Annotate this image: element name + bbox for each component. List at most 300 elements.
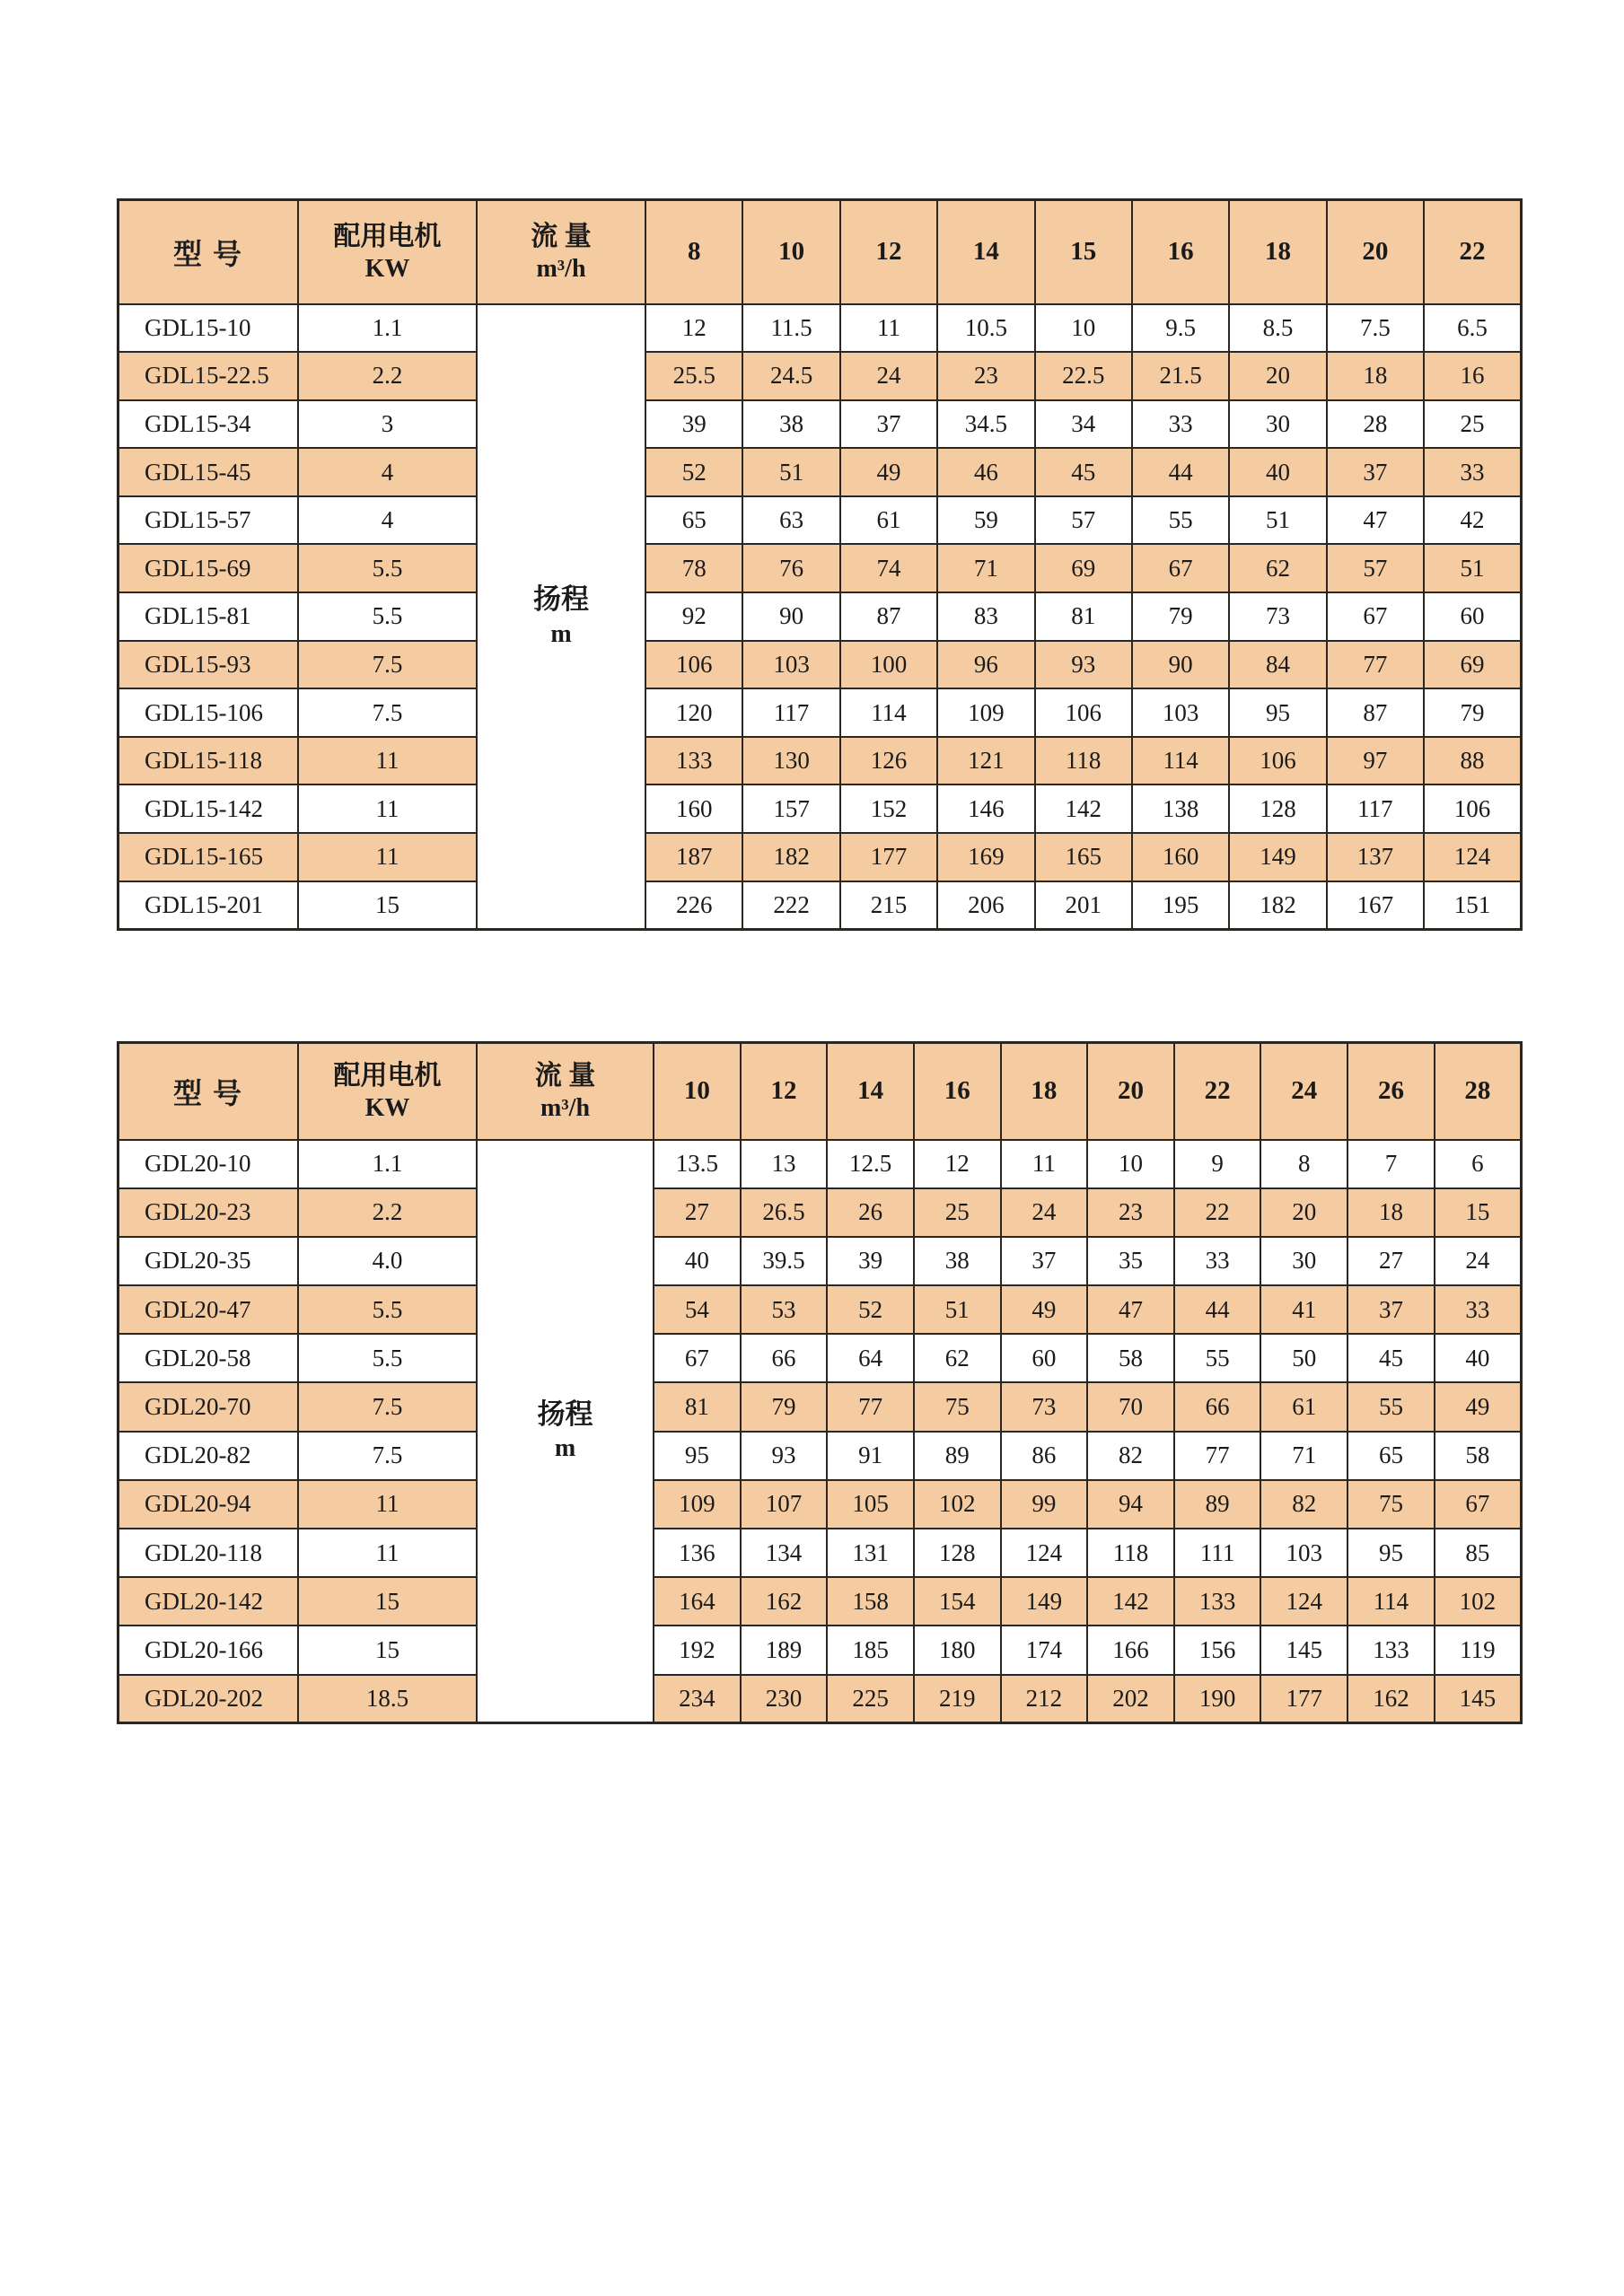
- head-value-cell: 165: [1035, 833, 1132, 881]
- head-value-cell: 82: [1087, 1432, 1174, 1480]
- head-value-cell: 109: [937, 688, 1034, 737]
- motor-kw-cell: 11: [298, 1480, 477, 1529]
- head-value-cell: 134: [741, 1529, 828, 1577]
- head-value-cell: 27: [654, 1188, 741, 1237]
- motor-kw-cell: 5.5: [298, 592, 477, 641]
- header-motor-kw: [298, 1043, 477, 1140]
- header-flow-line1: 流 量: [534, 1060, 596, 1091]
- head-value-cell: 189: [741, 1626, 828, 1674]
- head-value-cell: 185: [827, 1626, 914, 1674]
- head-value-cell: 86: [1001, 1432, 1088, 1480]
- head-value-cell: 133: [1174, 1577, 1261, 1626]
- head-value-cell: 167: [1327, 881, 1424, 930]
- head-value-cell: 37: [1001, 1237, 1088, 1285]
- head-value-cell: 30: [1260, 1237, 1347, 1285]
- table-row: [119, 1432, 1522, 1480]
- head-value-cell: 61: [1260, 1382, 1347, 1431]
- model-cell: GDL20-142: [119, 1577, 299, 1626]
- motor-kw-cell: 2.2: [298, 1188, 477, 1237]
- motor-kw-cell: 7.5: [298, 641, 477, 689]
- head-value-cell: 16: [1424, 352, 1522, 400]
- head-value-cell: 162: [741, 1577, 828, 1626]
- header-flow-value: 18: [1229, 200, 1326, 304]
- head-value-cell: 106: [1035, 688, 1132, 737]
- head-value-cell: 190: [1174, 1675, 1261, 1723]
- head-value-cell: 27: [1347, 1237, 1435, 1285]
- head-value-cell: 20: [1260, 1188, 1347, 1237]
- head-value-cell: 74: [840, 544, 937, 592]
- head-value-cell: 10: [1035, 304, 1132, 353]
- head-value-cell: 63: [742, 496, 839, 545]
- table-row: [119, 304, 1522, 353]
- motor-kw-cell: 18.5: [298, 1675, 477, 1723]
- head-value-cell: 128: [1229, 784, 1326, 833]
- motor-kw-cell: 4: [298, 496, 477, 545]
- model-cell: GDL20-70: [119, 1382, 299, 1431]
- head-value-cell: 11: [840, 304, 937, 353]
- head-value-cell: 51: [1229, 496, 1326, 545]
- head-value-cell: 20: [1229, 352, 1326, 400]
- head-value-cell: 39: [827, 1237, 914, 1285]
- head-value-cell: 117: [1327, 784, 1424, 833]
- head-value-cell: 24: [840, 352, 937, 400]
- head-value-cell: 40: [1435, 1334, 1522, 1382]
- head-value-cell: 21.5: [1132, 352, 1229, 400]
- header-flow-value: 8: [645, 200, 742, 304]
- head-value-cell: 58: [1087, 1334, 1174, 1382]
- head-value-cell: 52: [827, 1285, 914, 1334]
- head-value-cell: 89: [1174, 1480, 1261, 1529]
- head-value-cell: 24: [1001, 1188, 1088, 1237]
- header-row: [119, 200, 1522, 304]
- head-value-cell: 85: [1435, 1529, 1522, 1577]
- head-value-cell: 177: [840, 833, 937, 881]
- head-value-cell: 160: [645, 784, 742, 833]
- head-value-cell: 137: [1327, 833, 1424, 881]
- head-value-cell: 149: [1001, 1577, 1088, 1626]
- head-value-cell: 124: [1424, 833, 1522, 881]
- head-span-cell: [477, 304, 645, 930]
- header-model-label: 型 号: [172, 1076, 243, 1109]
- motor-kw-cell: 3: [298, 400, 477, 449]
- motor-kw-cell: 7.5: [298, 688, 477, 737]
- head-value-cell: 69: [1035, 544, 1132, 592]
- head-value-cell: 225: [827, 1675, 914, 1723]
- header-flow-value: 14: [937, 200, 1034, 304]
- motor-kw-cell: 11: [298, 784, 477, 833]
- head-value-cell: 62: [1229, 544, 1326, 592]
- head-value-cell: 126: [840, 737, 937, 785]
- head-value-cell: 162: [1347, 1675, 1435, 1723]
- head-value-cell: 138: [1132, 784, 1229, 833]
- table-row: [119, 1334, 1522, 1382]
- head-value-cell: 13.5: [654, 1140, 741, 1188]
- head-value-cell: 70: [1087, 1382, 1174, 1431]
- head-value-cell: 25: [1424, 400, 1522, 449]
- head-value-cell: 35: [1087, 1237, 1174, 1285]
- head-value-cell: 41: [1260, 1285, 1347, 1334]
- head-value-cell: 57: [1035, 496, 1132, 545]
- head-value-cell: 166: [1087, 1626, 1174, 1674]
- header-flow: [477, 1043, 654, 1140]
- head-value-cell: 82: [1260, 1480, 1347, 1529]
- head-value-cell: 91: [827, 1432, 914, 1480]
- head-value-cell: 95: [654, 1432, 741, 1480]
- head-value-cell: 230: [741, 1675, 828, 1723]
- head-value-cell: 121: [937, 737, 1034, 785]
- head-value-cell: 66: [741, 1334, 828, 1382]
- model-cell: GDL15-118: [119, 737, 299, 785]
- head-value-cell: 103: [742, 641, 839, 689]
- head-span-cell: [477, 1140, 654, 1723]
- head-value-cell: 79: [741, 1382, 828, 1431]
- head-value-cell: 67: [1132, 544, 1229, 592]
- head-value-cell: 62: [914, 1334, 1001, 1382]
- head-value-cell: 120: [645, 688, 742, 737]
- head-value-cell: 23: [1087, 1188, 1174, 1237]
- motor-kw-cell: 15: [298, 1626, 477, 1674]
- head-value-cell: 9.5: [1132, 304, 1229, 353]
- head-value-cell: 97: [1327, 737, 1424, 785]
- head-value-cell: 106: [1229, 737, 1326, 785]
- header-flow-value: 10: [654, 1043, 741, 1140]
- head-value-cell: 10.5: [937, 304, 1034, 353]
- head-value-cell: 47: [1087, 1285, 1174, 1334]
- head-value-cell: 66: [1174, 1382, 1261, 1431]
- table-row: [119, 592, 1522, 641]
- head-value-cell: 93: [1035, 641, 1132, 689]
- table-row: [119, 1237, 1522, 1285]
- model-cell: GDL20-118: [119, 1529, 299, 1577]
- header-flow-unit: m³/h: [540, 1094, 591, 1122]
- head-value-cell: 109: [654, 1480, 741, 1529]
- head-value-cell: 160: [1132, 833, 1229, 881]
- table-row: [119, 448, 1522, 496]
- header-model-label: 型 号: [172, 237, 243, 270]
- head-value-cell: 30: [1229, 400, 1326, 449]
- pump-table-gdl20: [117, 1041, 1523, 1724]
- head-value-cell: 95: [1229, 688, 1326, 737]
- head-value-cell: 64: [827, 1334, 914, 1382]
- head-value-cell: 33: [1424, 448, 1522, 496]
- head-value-cell: 90: [742, 592, 839, 641]
- head-value-cell: 219: [914, 1675, 1001, 1723]
- head-value-cell: 87: [1327, 688, 1424, 737]
- head-value-cell: 106: [1424, 784, 1522, 833]
- head-value-cell: 37: [1347, 1285, 1435, 1334]
- table-row: [119, 1577, 1522, 1626]
- head-value-cell: 117: [742, 688, 839, 737]
- head-value-cell: 142: [1087, 1577, 1174, 1626]
- header-flow-value: 16: [1132, 200, 1229, 304]
- model-cell: GDL15-10: [119, 304, 299, 353]
- table-row: [119, 1626, 1522, 1674]
- model-cell: GDL15-106: [119, 688, 299, 737]
- header-flow-value: 10: [742, 200, 839, 304]
- head-value-cell: 9: [1174, 1140, 1261, 1188]
- header-motor-kw: [298, 200, 477, 304]
- table-row: [119, 737, 1522, 785]
- head-value-cell: 114: [1132, 737, 1229, 785]
- head-value-cell: 182: [742, 833, 839, 881]
- table-body: [119, 304, 1522, 930]
- motor-kw-cell: 4: [298, 448, 477, 496]
- table-row: [119, 352, 1522, 400]
- model-cell: GDL20-58: [119, 1334, 299, 1382]
- head-value-cell: 124: [1001, 1529, 1088, 1577]
- head-value-cell: 40: [1229, 448, 1326, 496]
- model-cell: GDL15-93: [119, 641, 299, 689]
- header-motor-line2: KW: [364, 1094, 410, 1122]
- head-value-cell: 79: [1424, 688, 1522, 737]
- head-value-cell: 90: [1132, 641, 1229, 689]
- head-value-cell: 67: [1435, 1480, 1522, 1529]
- head-value-cell: 49: [1435, 1382, 1522, 1431]
- head-value-cell: 11.5: [742, 304, 839, 353]
- head-value-cell: 133: [645, 737, 742, 785]
- head-value-cell: 37: [1327, 448, 1424, 496]
- head-value-cell: 50: [1260, 1334, 1347, 1382]
- head-value-cell: 47: [1327, 496, 1424, 545]
- head-value-cell: 22.5: [1035, 352, 1132, 400]
- head-value-cell: 158: [827, 1577, 914, 1626]
- head-value-cell: 84: [1229, 641, 1326, 689]
- head-value-cell: 100: [840, 641, 937, 689]
- header-flow-value: 15: [1035, 200, 1132, 304]
- head-value-cell: 55: [1174, 1334, 1261, 1382]
- head-value-cell: 59: [937, 496, 1034, 545]
- head-value-cell: 77: [827, 1382, 914, 1431]
- head-value-cell: 180: [914, 1626, 1001, 1674]
- head-value-cell: 12.5: [827, 1140, 914, 1188]
- head-value-cell: 6: [1435, 1140, 1522, 1188]
- head-value-cell: 60: [1001, 1334, 1088, 1382]
- head-value-cell: 174: [1001, 1626, 1088, 1674]
- head-value-cell: 133: [1347, 1626, 1435, 1674]
- head-value-cell: 42: [1424, 496, 1522, 545]
- head-value-cell: 18: [1327, 352, 1424, 400]
- head-value-cell: 54: [654, 1285, 741, 1334]
- head-value-cell: 78: [645, 544, 742, 592]
- head-value-cell: 38: [914, 1237, 1001, 1285]
- header-motor-line1: 配用电机: [333, 1060, 442, 1091]
- table-row: [119, 1285, 1522, 1334]
- head-value-cell: 145: [1260, 1626, 1347, 1674]
- header-flow-value: 26: [1347, 1043, 1435, 1140]
- model-cell: GDL20-23: [119, 1188, 299, 1237]
- table-row: [119, 1188, 1522, 1237]
- table-row: [119, 1382, 1522, 1431]
- head-value-cell: 39: [645, 400, 742, 449]
- head-value-cell: 83: [937, 592, 1034, 641]
- model-cell: GDL15-81: [119, 592, 299, 641]
- head-value-cell: 145: [1435, 1675, 1522, 1723]
- model-cell: GDL20-94: [119, 1480, 299, 1529]
- head-value-cell: 40: [654, 1237, 741, 1285]
- head-value-cell: 49: [840, 448, 937, 496]
- head-value-cell: 114: [840, 688, 937, 737]
- header-model: [119, 1043, 299, 1140]
- head-value-cell: 55: [1132, 496, 1229, 545]
- head-value-cell: 67: [654, 1334, 741, 1382]
- header-flow-value: 22: [1174, 1043, 1261, 1140]
- head-value-cell: 44: [1132, 448, 1229, 496]
- head-value-cell: 226: [645, 881, 742, 930]
- motor-kw-cell: 2.2: [298, 352, 477, 400]
- head-value-cell: 105: [827, 1480, 914, 1529]
- model-cell: GDL20-47: [119, 1285, 299, 1334]
- motor-kw-cell: 5.5: [298, 1285, 477, 1334]
- motor-kw-cell: 7.5: [298, 1382, 477, 1431]
- head-value-cell: 103: [1260, 1529, 1347, 1577]
- head-value-cell: 102: [1435, 1577, 1522, 1626]
- head-value-cell: 124: [1260, 1577, 1347, 1626]
- table-row: [119, 544, 1522, 592]
- model-cell: GDL15-201: [119, 881, 299, 930]
- head-value-cell: 25.5: [645, 352, 742, 400]
- table-row: [119, 400, 1522, 449]
- head-value-cell: 192: [654, 1626, 741, 1674]
- head-value-cell: 51: [1424, 544, 1522, 592]
- head-value-cell: 154: [914, 1577, 1001, 1626]
- head-value-cell: 77: [1174, 1432, 1261, 1480]
- head-value-cell: 75: [1347, 1480, 1435, 1529]
- head-value-cell: 164: [654, 1577, 741, 1626]
- head-value-cell: 46: [937, 448, 1034, 496]
- head-span-label: 扬程: [537, 1398, 593, 1431]
- head-value-cell: 201: [1035, 881, 1132, 930]
- head-value-cell: 81: [654, 1382, 741, 1431]
- head-value-cell: 26: [827, 1188, 914, 1237]
- header-flow-value: 28: [1435, 1043, 1522, 1140]
- head-value-cell: 114: [1347, 1577, 1435, 1626]
- head-value-cell: 75: [914, 1382, 1001, 1431]
- header-flow: [477, 200, 645, 304]
- motor-kw-cell: 5.5: [298, 1334, 477, 1382]
- head-value-cell: 55: [1347, 1382, 1435, 1431]
- head-value-cell: 157: [742, 784, 839, 833]
- model-cell: GDL15-165: [119, 833, 299, 881]
- head-value-cell: 15: [1435, 1188, 1522, 1237]
- motor-kw-cell: 11: [298, 737, 477, 785]
- head-value-cell: 149: [1229, 833, 1326, 881]
- header-row: [119, 1043, 1522, 1140]
- table-row: [119, 1480, 1522, 1529]
- head-value-cell: 12: [914, 1140, 1001, 1188]
- header-model: [119, 200, 299, 304]
- header-flow-value: 20: [1327, 200, 1424, 304]
- head-value-cell: 60: [1424, 592, 1522, 641]
- head-value-cell: 12: [645, 304, 742, 353]
- head-value-cell: 142: [1035, 784, 1132, 833]
- head-span-unit: m: [550, 619, 572, 648]
- head-value-cell: 7: [1347, 1140, 1435, 1188]
- head-value-cell: 177: [1260, 1675, 1347, 1723]
- header-flow-value: 24: [1260, 1043, 1347, 1140]
- header-flow-value: 14: [827, 1043, 914, 1140]
- table-row: [119, 496, 1522, 545]
- head-value-cell: 88: [1424, 737, 1522, 785]
- header-flow-value: 16: [914, 1043, 1001, 1140]
- motor-kw-cell: 5.5: [298, 544, 477, 592]
- header-flow-value: 12: [840, 200, 937, 304]
- head-value-cell: 33: [1174, 1237, 1261, 1285]
- head-value-cell: 73: [1229, 592, 1326, 641]
- head-value-cell: 53: [741, 1285, 828, 1334]
- head-value-cell: 234: [654, 1675, 741, 1723]
- head-value-cell: 8.5: [1229, 304, 1326, 353]
- head-value-cell: 99: [1001, 1480, 1088, 1529]
- head-value-cell: 206: [937, 881, 1034, 930]
- pump-table-gdl15: [117, 198, 1523, 931]
- head-value-cell: 65: [1347, 1432, 1435, 1480]
- head-value-cell: 128: [914, 1529, 1001, 1577]
- head-value-cell: 152: [840, 784, 937, 833]
- head-value-cell: 195: [1132, 881, 1229, 930]
- head-value-cell: 156: [1174, 1626, 1261, 1674]
- header-flow-value: 20: [1087, 1043, 1174, 1140]
- table-row: [119, 1675, 1522, 1723]
- head-value-cell: 131: [827, 1529, 914, 1577]
- head-value-cell: 24: [1435, 1237, 1522, 1285]
- head-value-cell: 87: [840, 592, 937, 641]
- head-value-cell: 37: [840, 400, 937, 449]
- head-value-cell: 182: [1229, 881, 1326, 930]
- table-body: [119, 1140, 1522, 1723]
- header-motor-line2: KW: [364, 255, 410, 283]
- head-value-cell: 96: [937, 641, 1034, 689]
- head-value-cell: 57: [1327, 544, 1424, 592]
- model-cell: GDL15-22.5: [119, 352, 299, 400]
- head-value-cell: 215: [840, 881, 937, 930]
- head-value-cell: 67: [1327, 592, 1424, 641]
- head-value-cell: 187: [645, 833, 742, 881]
- model-cell: GDL15-69: [119, 544, 299, 592]
- header-motor-line1: 配用电机: [333, 221, 442, 251]
- head-value-cell: 202: [1087, 1675, 1174, 1723]
- head-value-cell: 7.5: [1327, 304, 1424, 353]
- head-value-cell: 71: [937, 544, 1034, 592]
- model-cell: GDL15-45: [119, 448, 299, 496]
- head-value-cell: 95: [1347, 1529, 1435, 1577]
- motor-kw-cell: 1.1: [298, 304, 477, 353]
- model-cell: GDL15-142: [119, 784, 299, 833]
- table-row: [119, 688, 1522, 737]
- head-value-cell: 28: [1327, 400, 1424, 449]
- header-flow-value: 18: [1001, 1043, 1088, 1140]
- model-cell: GDL15-57: [119, 496, 299, 545]
- head-span-unit: m: [554, 1434, 576, 1463]
- head-value-cell: 33: [1435, 1285, 1522, 1334]
- head-value-cell: 169: [937, 833, 1034, 881]
- model-cell: GDL20-202: [119, 1675, 299, 1723]
- head-value-cell: 26.5: [741, 1188, 828, 1237]
- model-cell: GDL20-10: [119, 1140, 299, 1188]
- head-value-cell: 106: [645, 641, 742, 689]
- head-value-cell: 118: [1035, 737, 1132, 785]
- head-value-cell: 61: [840, 496, 937, 545]
- header-flow-value: 22: [1424, 200, 1522, 304]
- head-value-cell: 34.5: [937, 400, 1034, 449]
- head-value-cell: 71: [1260, 1432, 1347, 1480]
- head-value-cell: 222: [742, 881, 839, 930]
- motor-kw-cell: 11: [298, 1529, 477, 1577]
- head-value-cell: 69: [1424, 641, 1522, 689]
- head-value-cell: 34: [1035, 400, 1132, 449]
- head-value-cell: 79: [1132, 592, 1229, 641]
- head-value-cell: 10: [1087, 1140, 1174, 1188]
- head-value-cell: 93: [741, 1432, 828, 1480]
